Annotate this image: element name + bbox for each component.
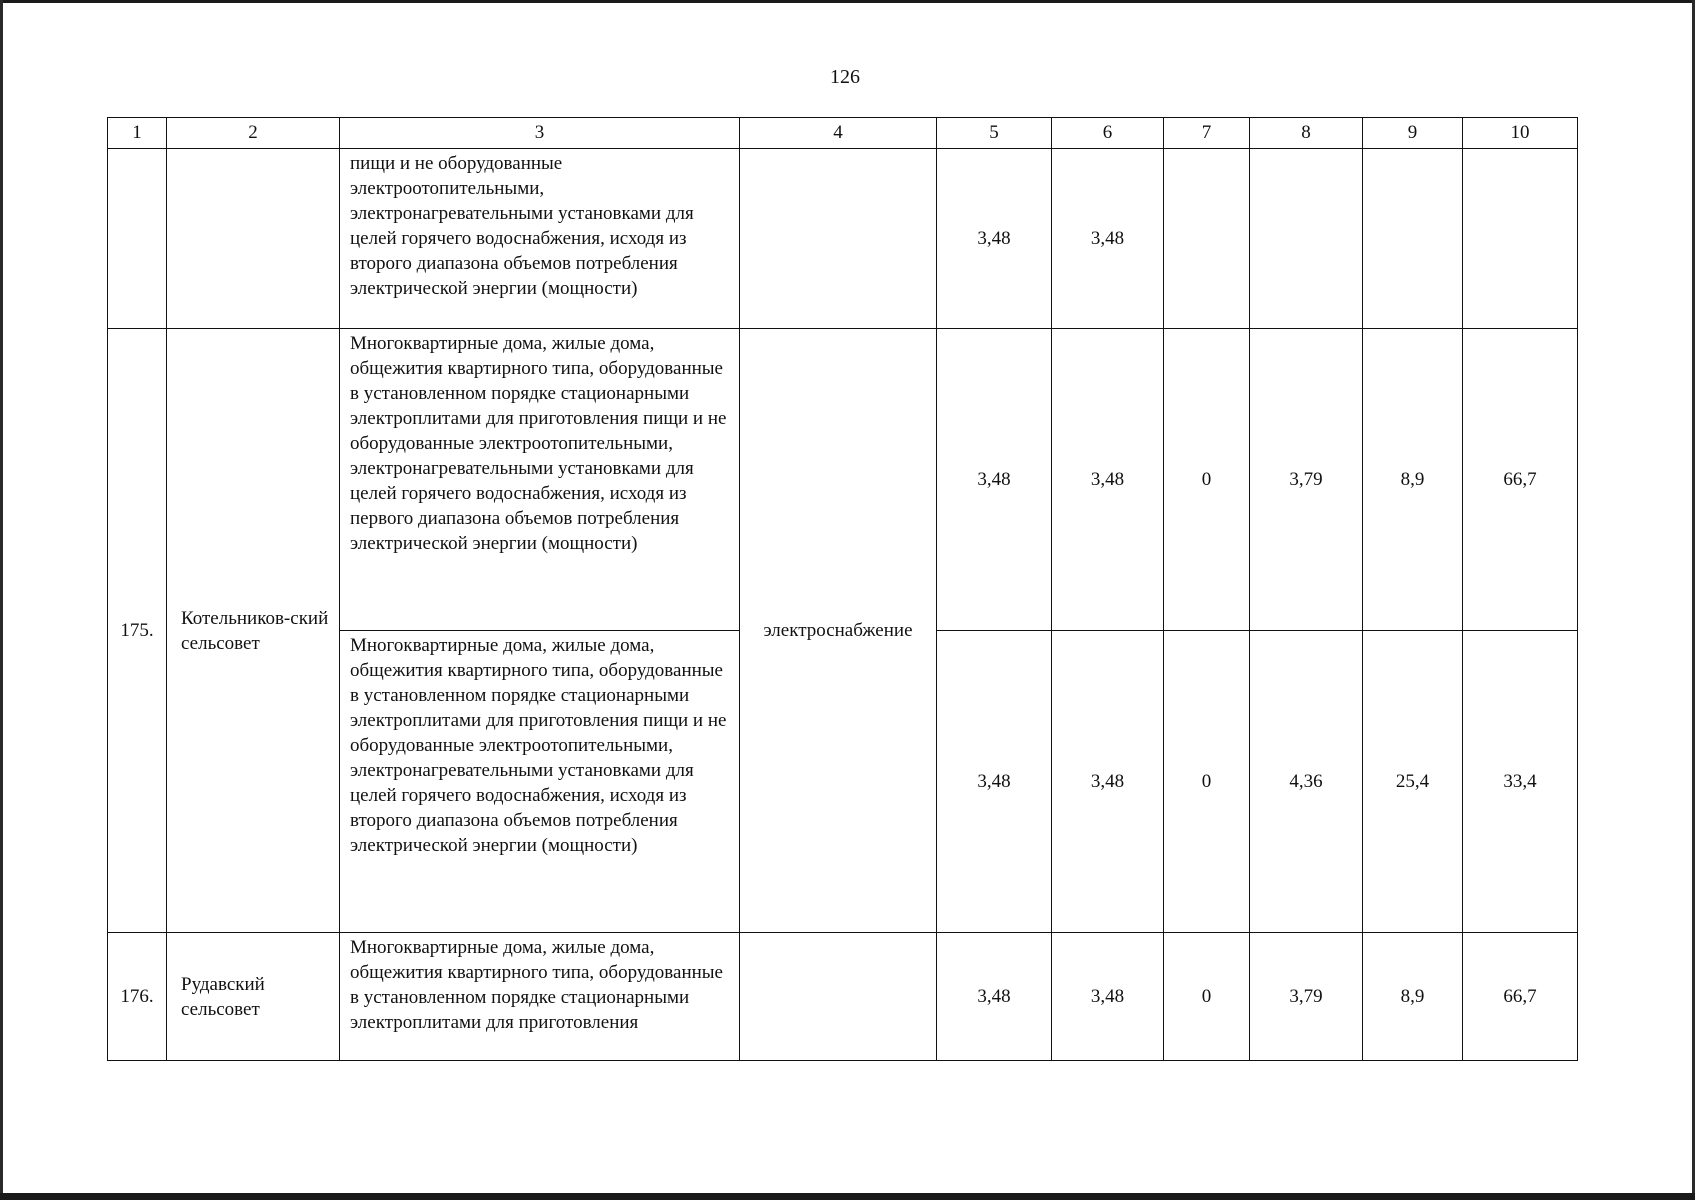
header-cell: 6 bbox=[1052, 118, 1164, 149]
header-cell: 2 bbox=[167, 118, 340, 149]
cell-description: Многоквартирные дома, жилые дома, общежития квартирного типа, оборудованные в установленном порядке стационарными электроплитами для приготовления пищи и не оборудованные электроотопительными, электронагревательными установками для целей горячего водоснабжения, исходя из второго диапазона объемов потребления электрической энергии (мощности) bbox=[340, 631, 740, 933]
header-cell: 4 bbox=[740, 118, 937, 149]
scan-border-top bbox=[0, 0, 1695, 3]
cell-value: 3,48 bbox=[1052, 933, 1164, 1061]
page-number: 126 bbox=[830, 66, 860, 88]
table-row bbox=[108, 329, 1578, 631]
cell-value bbox=[1363, 149, 1463, 329]
header-cell: 1 bbox=[108, 118, 167, 149]
table-row bbox=[108, 933, 1578, 1061]
cell-value: 3,48 bbox=[937, 631, 1052, 933]
cell-description: пищи и не оборудованные электроотопительными, электронагревательными установками для целей горячего водоснабжения, исходя из второго диапазона объемов потребления электрической энергии (мощности) bbox=[340, 149, 740, 329]
cell-value: 3,79 bbox=[1250, 933, 1363, 1061]
header-cell: 7 bbox=[1164, 118, 1250, 149]
header-cell: 3 bbox=[340, 118, 740, 149]
cell-value: 0 bbox=[1164, 933, 1250, 1061]
scan-border-bottom bbox=[0, 1193, 1695, 1200]
cell-description: Многоквартирные дома, жилые дома, общежития квартирного типа, оборудованные в установленном порядке стационарными электроплитами для приготовления пищи и не оборудованные электроотопительными, электронагревательными установками для целей горячего водоснабжения, исходя из первого диапазона объемов потребления электрической энергии (мощности) bbox=[340, 329, 740, 631]
cell-service bbox=[740, 933, 937, 1061]
cell-value: 3,48 bbox=[937, 149, 1052, 329]
header-cell: 10 bbox=[1463, 118, 1578, 149]
cell-service bbox=[740, 149, 937, 329]
cell-value: 8,9 bbox=[1363, 329, 1463, 631]
cell-value: 3,48 bbox=[1052, 149, 1164, 329]
cell-value: 3,48 bbox=[1052, 631, 1164, 933]
cell-value: 3,48 bbox=[1052, 329, 1164, 631]
cell-value: 3,79 bbox=[1250, 329, 1363, 631]
cell-value: 0 bbox=[1164, 329, 1250, 631]
cell-value: 0 bbox=[1164, 631, 1250, 933]
cell-name: Котельников-ский сельсовет bbox=[167, 329, 340, 933]
cell-name bbox=[167, 149, 340, 329]
cell-value bbox=[1463, 149, 1578, 329]
cell-value: 66,7 bbox=[1463, 933, 1578, 1061]
tariff-table bbox=[107, 117, 1578, 1061]
cell-value: 3,48 bbox=[937, 933, 1052, 1061]
cell-number: 176. bbox=[108, 933, 167, 1061]
cell-value bbox=[1250, 149, 1363, 329]
cell-value: 66,7 bbox=[1463, 329, 1578, 631]
header-row bbox=[108, 118, 1578, 149]
scan-border-left bbox=[0, 0, 3, 1200]
cell-number bbox=[108, 149, 167, 329]
header-cell: 5 bbox=[937, 118, 1052, 149]
cell-value: 25,4 bbox=[1363, 631, 1463, 933]
table-row bbox=[108, 149, 1578, 329]
cell-value: 4,36 bbox=[1250, 631, 1363, 933]
cell-value: 33,4 bbox=[1463, 631, 1578, 933]
cell-value: 3,48 bbox=[937, 329, 1052, 631]
header-cell: 8 bbox=[1250, 118, 1363, 149]
cell-value bbox=[1164, 149, 1250, 329]
cell-service: электроснабжение bbox=[740, 329, 937, 933]
cell-value: 8,9 bbox=[1363, 933, 1463, 1061]
cell-name: Рудавский сельсовет bbox=[167, 933, 340, 1061]
cell-description: Многоквартирные дома, жилые дома, общежития квартирного типа, оборудованные в установленном порядке стационарными электроплитами для приготовления bbox=[340, 933, 740, 1061]
cell-number: 175. bbox=[108, 329, 167, 933]
header-cell: 9 bbox=[1363, 118, 1463, 149]
